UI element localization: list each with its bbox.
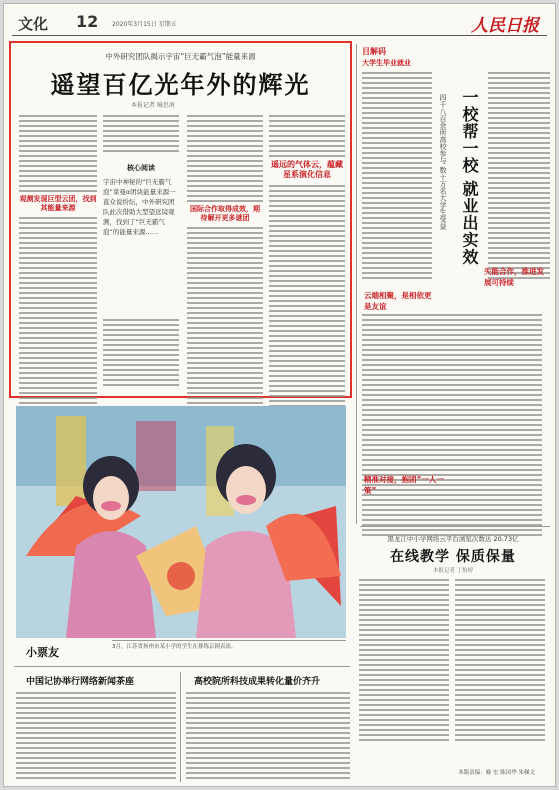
feature-col-4 bbox=[269, 115, 345, 415]
feature-byline: 本报记者 喻思南 bbox=[131, 102, 175, 109]
featured-article[interactable] bbox=[9, 41, 352, 398]
core-reading-title: 核心阅读 bbox=[127, 164, 155, 172]
bottom-col-divider bbox=[180, 672, 181, 782]
feature-subhead-left: 观测发现巨型云团，找到其能量来源 bbox=[19, 195, 97, 212]
feature-col-1 bbox=[19, 115, 97, 422]
decode-box-title: 目解码 bbox=[362, 47, 386, 56]
right-subhead-1: 云端相聚，是相依更是友谊 bbox=[364, 291, 432, 311]
core-reading-box bbox=[103, 163, 179, 313]
page-number: 12 bbox=[76, 12, 99, 31]
online-col-2 bbox=[455, 579, 545, 744]
online-teaching-article[interactable] bbox=[359, 531, 547, 746]
feature-subhead-mid: 国际合作取得成效，期待解开更多谜团 bbox=[190, 205, 260, 222]
feature-kicker: 中外研究团队揭示宇宙“巨无霸气泡”能量来源 bbox=[105, 52, 256, 61]
story-title-2[interactable]: 高校院所科技成果转化量价齐升 bbox=[194, 677, 321, 687]
photo-caption bbox=[112, 640, 346, 660]
story-1-text bbox=[16, 692, 176, 782]
photo-title: 小票友 bbox=[26, 646, 59, 659]
feature-inset-head: 遥远的气体云，蕴藏星系演化信息 bbox=[271, 160, 343, 179]
story-2-text bbox=[186, 692, 350, 782]
right-col-2 bbox=[488, 72, 550, 282]
masthead bbox=[12, 10, 547, 36]
online-byline: 本报记者 丁怡婷 bbox=[432, 568, 474, 574]
issue-date: 2020年3月15日 星期五 bbox=[112, 21, 177, 28]
right-subhead-2: 精准对接，抱团“一人一策” bbox=[364, 475, 444, 495]
right-col-1 bbox=[362, 72, 432, 282]
opera-performers-illustration bbox=[16, 406, 346, 638]
vertical-kicker: 四千八百余所高校参与 数十万名大学生受益 bbox=[439, 94, 447, 230]
opera-photo bbox=[16, 406, 346, 638]
right-col-3 bbox=[362, 314, 542, 539]
online-col-1 bbox=[359, 579, 449, 744]
online-divider bbox=[360, 526, 550, 527]
newspaper-page bbox=[3, 3, 556, 787]
online-kicker: 黑龙江中小学网络云平台浏览次数达 20.73亿 bbox=[387, 535, 519, 543]
page-footer-editors: 本版责编：喻 宏 陈国华 朱佩文 bbox=[458, 770, 535, 776]
vertical-headline[interactable]: 一校帮一校 就业出实效 bbox=[460, 89, 479, 266]
decode-box-sub: 大学生毕业就业 bbox=[362, 59, 411, 67]
right-subhead-3: 失能合作，推进发展可持续 bbox=[484, 267, 544, 287]
core-reading-text: 宇宙中神秘的“巨无霸气泡”莱曼α团块能量来源一直众说纷纭，中外研究团队此次借助大型望远镜观测，找到了“巨无霸气泡”的能量来源…… bbox=[103, 178, 176, 236]
feature-col-2-bottom bbox=[103, 319, 179, 389]
feature-col-2-top bbox=[103, 115, 179, 155]
caption-text: 3月，江苏省扬州市某小学的学生在排练京剧表演。 bbox=[112, 644, 237, 650]
newspaper-logo: 人民日报 bbox=[471, 16, 539, 36]
column-divider bbox=[356, 44, 357, 524]
feature-col-3 bbox=[187, 115, 263, 417]
feature-headline[interactable]: 遥望百亿光年外的辉光 bbox=[50, 71, 311, 99]
online-headline[interactable]: 在线教学 保质保量 bbox=[390, 549, 516, 565]
section-name: 文化 bbox=[18, 15, 49, 33]
story-title-1[interactable]: 中国记协举行网络新闻茶座 bbox=[26, 677, 135, 687]
bottom-divider bbox=[14, 666, 350, 667]
